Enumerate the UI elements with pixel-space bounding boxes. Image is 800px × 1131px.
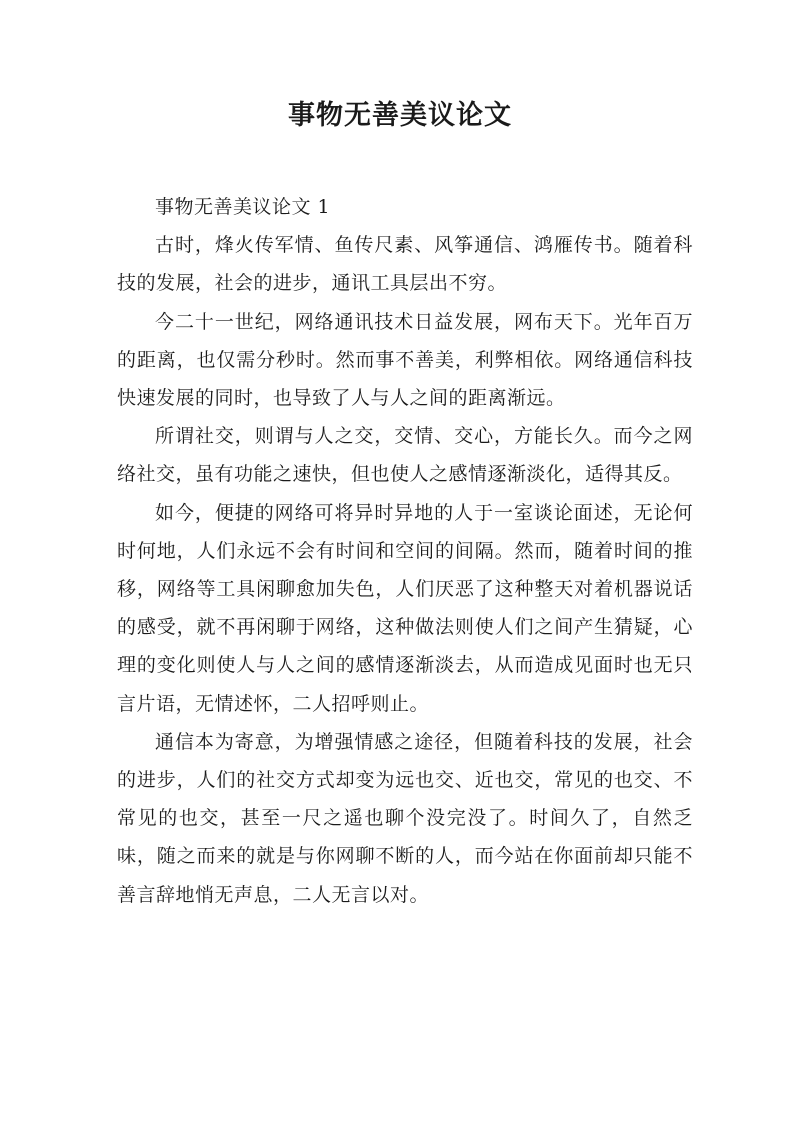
paragraph-2: 今二十一世纪，网络通讯技术日益发展，网布天下。光年百万的距离，也仅需分秒时。然而事不善美，利弊相依。网络通信科技快速发展的同时，也导致了人与人之间的距离渐远。 (117, 310, 693, 410)
document-body (117, 188, 693, 914)
paragraph-4: 如今，便捷的网络可将异时异地的人于一室谈论面述，无论何时何地，人们永远不会有时间和空间的间隔。然而，随着时间的推移，网络等工具闲聊愈加失色，人们厌恶了这种整天对着机器说话的感受，就不再闲聊于网络，这种做法则使人们之间产生猜疑，心理的变化则使人与人之间的感情逐渐淡去，从而造成见面时也无只言片语，无情述怀，二人招呼则止。 (117, 501, 693, 715)
section-heading: 事物无善美议论文 1 (155, 196, 331, 218)
document-title: 事物无善美议论文 (288, 100, 512, 131)
paragraph-1: 古时，烽火传军情、鱼传尺素、风筝通信、鸿雁传书。随着科技的发展，社会的进步，通讯工具层出不穷。 (117, 234, 693, 295)
paragraph-5: 通信本为寄意，为增强情感之途径，但随着科技的发展，社会的进步，人们的社交方式却变为远也交、近也交，常见的也交、不常见的也交，甚至一尺之遥也聊个没完没了。时间久了，自然乏味，随之而来的就是与你网聊不断的人，而今站在你面前却只能不善言辞地悄无声息，二人无言以对。 (117, 730, 693, 906)
paragraph-3: 所谓社交，则谓与人之交，交情、交心，方能长久。而今之网络社交，虽有功能之速快，但也使人之感情逐渐淡化，适得其反。 (117, 425, 693, 486)
